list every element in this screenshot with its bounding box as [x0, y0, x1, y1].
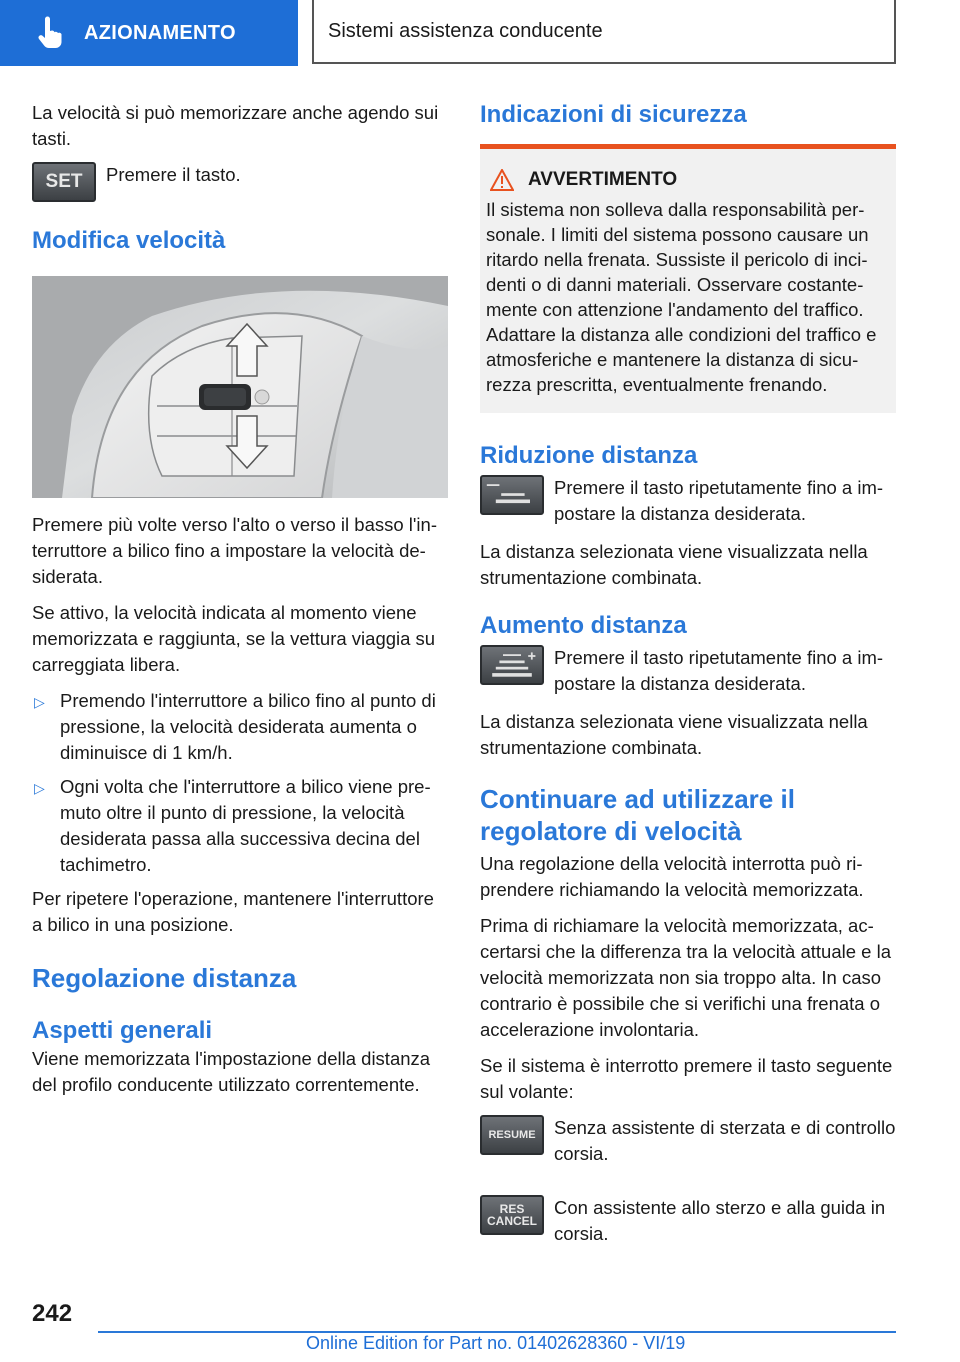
hand-pointer-icon: [36, 16, 66, 50]
steering-wheel-rocker-switch-photo: [32, 276, 448, 498]
resume-key-label: RESUME: [488, 1129, 536, 1141]
riduzione-key-text: Premere il tasto ripetutamente fino a impostare la distanza desiderata.: [554, 477, 884, 524]
list-item: ▷ Ogni volta che l'interruttore a bilico viene premuto oltre il punto di pressione, la velocità desiderata passa alla successiva decina del tachimetro.: [34, 776, 431, 875]
heading-regolazione-distanza: Regolazione distanza: [32, 963, 297, 993]
triangle-bullet-icon: ▷: [34, 694, 45, 710]
bullet-list: [32, 688, 448, 878]
paragraph-cont-1: Una regolazione della velocità interrotta può riprendere richiamando la velocità memorizzata.: [480, 853, 864, 900]
paragraph-riduzione: La distanza selezionata viene visualizzata nella strumentazione combinata.: [480, 541, 868, 588]
distance-increase-key-icon: [480, 645, 544, 685]
heading-riduzione-distanza: Riduzione distanza: [480, 442, 698, 469]
page-number: 242: [32, 1300, 73, 1327]
warning-title: AVVERTIMENTO: [528, 169, 678, 190]
heading-aspetti-generali: Aspetti generali: [32, 1017, 213, 1044]
heading-continuare-regolatore: Continuare ad utilizzare il regolatore di velocità: [480, 784, 795, 846]
res-cancel-key-text: Con assistente allo sterzo e alla guida in corsia.: [554, 1197, 886, 1244]
paragraph-cont-2: Prima di richiamare la velocità memorizzata, accertarsi che la differenza tra la velocità attuale e la velocità memorizzata non sia troppo alta. In caso contrario è possibile che si verifichi una frenata o accelerazione involontaria.: [480, 915, 891, 1040]
list-item: ▷ Premendo l'interruttore a bilico fino al punto di pressione, la velocità desiderata aumenta o diminuisce di 1 km/h.: [34, 690, 436, 763]
paragraph-premere: Premere più volte verso l'alto o verso il basso l'interruttore a bilico fino a impostare la velocità desiderata.: [32, 514, 437, 587]
aumento-key-row: [480, 645, 896, 697]
res-cancel-key-row: [480, 1195, 896, 1247]
aumento-key-text: Premere il tasto ripetutamente fino a impostare la distanza desiderata.: [554, 647, 884, 694]
warning-box: [480, 144, 896, 413]
res-cancel-key-icon: [480, 1195, 544, 1235]
resume-key-icon: [480, 1115, 544, 1155]
cancel-key-label: CANCEL: [487, 1214, 537, 1228]
intro-paragraph: La velocità si può memorizzare anche agendo sui tasti.: [32, 102, 439, 149]
section-title: Sistemi assistenza conducente: [328, 19, 603, 42]
heading-indicazioni-sicurezza: Indicazioni di sicurezza: [480, 101, 747, 128]
chapter-tab[interactable]: [0, 0, 298, 66]
section-tab[interactable]: [312, 0, 896, 64]
set-key-icon: [32, 162, 96, 202]
chapter-title: AZIONAMENTO: [84, 21, 236, 44]
set-key-row: [32, 162, 448, 202]
warning-triangle-icon: [490, 169, 514, 191]
right-column: [480, 100, 896, 1259]
page-header: [0, 0, 960, 66]
paragraph-ripetere: Per ripetere l'operazione, mantenere l'interruttore a bilico in una posizione.: [32, 888, 434, 935]
heading-modifica-velocita: Modifica velocità: [32, 227, 226, 254]
paragraph-aumento: La distanza selezionata viene visualizzata nella strumentazione combinata.: [480, 711, 868, 758]
warning-header: [490, 169, 884, 191]
resume-key-text: Senza assistente di sterzata e di controllo corsia.: [554, 1117, 896, 1164]
riduzione-key-row: [480, 475, 896, 527]
triangle-bullet-icon: ▷: [34, 780, 45, 796]
paragraph-cont-3: Se il sistema è interrotto premere il tasto seguente sul volante:: [480, 1055, 893, 1102]
res-key-label: RES: [499, 1202, 525, 1216]
heading-aumento-distanza: Aumento distanza: [480, 612, 687, 639]
resume-key-row: [480, 1115, 896, 1167]
footer-edition: Online Edition for Part no. 01402628360 - VI/19: [306, 1333, 686, 1353]
set-key-label: SET: [45, 171, 83, 192]
warning-text: Il sistema non solleva dalla responsabilità personale. I limiti del sistema possono causare un ritardo nella frenata. Sussiste il pericolo di incidenti o di danni materiali. Osservare costantemente con attenzione l'andamento del traffico. Adattare la distanza alle condizioni del traffico e atmosferiche e mantenere la distanza di sicurezza prescritta, eventualmente frenando.: [486, 199, 877, 395]
distance-decrease-key-icon: [480, 475, 544, 515]
set-key-text: Premere il tasto.: [106, 164, 241, 185]
paragraph-aspetti: Viene memorizzata l'impostazione della distanza del profilo conducente utilizzato correntemente.: [32, 1048, 431, 1095]
paragraph-se-attivo: Se attivo, la velocità indicata al momento viene memorizzata e raggiunta, se la vettura viaggia su carreggiata libera.: [32, 602, 436, 675]
left-column: [32, 100, 448, 1108]
